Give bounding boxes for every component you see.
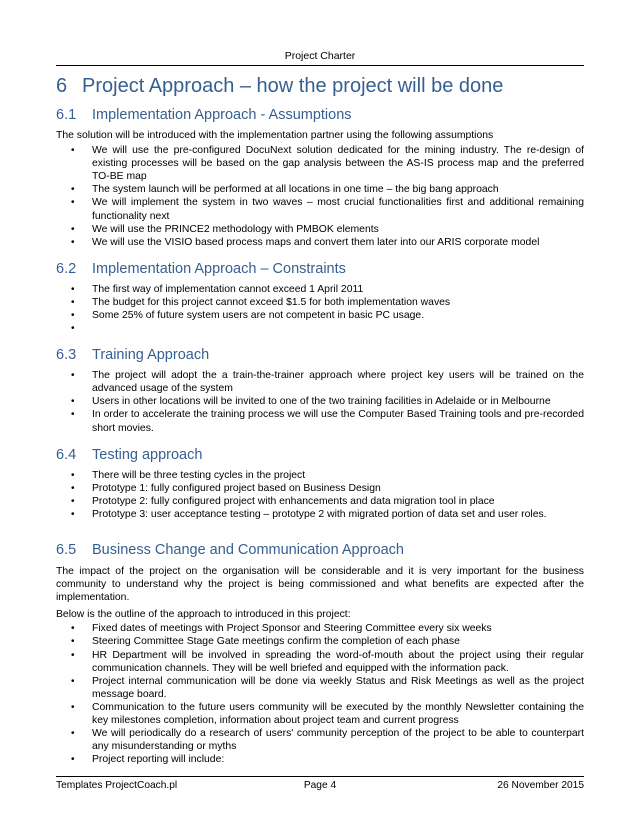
list-item	[56, 322, 584, 335]
bullet-icon: •	[71, 197, 75, 209]
bullet-icon: •	[71, 409, 75, 421]
list-item: • Users in other locations will be invited to one of the two training facilities in Adelaide or in Melbourne	[71, 396, 551, 408]
subsection-heading-6-3	[56, 346, 584, 364]
bullet-icon: •	[71, 675, 75, 687]
subsection-heading-6-2	[56, 260, 584, 278]
page-footer	[56, 776, 584, 794]
list-item: • HR Department will be involved in spreading the word-of-mouth about the project using their regular communication channels. They will be well briefed and equipped with the information pack.	[71, 649, 584, 674]
list-item: • Fixed dates of meetings with Project Sponsor and Steering Committee every six weeks	[71, 623, 492, 635]
bullet-icon: •	[71, 370, 75, 382]
bullet-icon: •	[71, 728, 75, 740]
subsection-number: 6.5	[56, 541, 77, 558]
footer-source: Templates ProjectCoach.pl	[56, 780, 178, 791]
section-title: Project Approach – how the project will be done	[82, 75, 504, 97]
list-item: • The budget for this project cannot exceed $1.5 for both implementation waves	[71, 296, 451, 308]
subsection-number: 6.3	[56, 347, 77, 364]
subsection-title: Implementation Approach - Assumptions	[92, 107, 352, 123]
bullet-icon: •	[71, 754, 75, 766]
subsection-number: 6.2	[56, 260, 77, 277]
bullet-icon: •	[71, 223, 75, 235]
list-item: • We will use the PRINCE2 methodology with PMBOK elements	[71, 223, 379, 235]
subsection-title: Business Change and Communication Approach	[92, 541, 404, 558]
list-item: • The first way of implementation cannot exceed 1 April 2011	[71, 283, 364, 295]
bullet-list	[56, 622, 584, 766]
list-item: • Project reporting will include:	[71, 754, 225, 766]
bullet-icon: •	[71, 145, 75, 157]
bullet-list	[56, 144, 584, 249]
list-item: • We will implement the system in two waves – most crucial functionalities first and additional remaining functionality next	[71, 197, 584, 222]
list-item: • Prototype 3: user acceptance testing – prototype 2 with migrated portion of data set and user roles.	[71, 508, 547, 520]
page-content	[56, 74, 584, 766]
list-item: • Project internal communication will be done via weekly Status and Risk Meetings as well as the project message board.	[71, 675, 584, 700]
bullet-icon: •	[71, 396, 75, 408]
header-divider	[56, 65, 584, 66]
subsection-title: Implementation Approach – Constraints	[92, 260, 346, 277]
bullet-icon: •	[71, 310, 75, 322]
list-item: • Prototype 1: fully configured project based on Business Design	[71, 482, 381, 494]
bullet-icon: •	[71, 283, 75, 295]
section-number: 6	[56, 75, 68, 97]
section-heading	[56, 74, 584, 98]
bullet-list	[56, 369, 584, 434]
subsection-title: Training Approach	[92, 347, 210, 364]
bullet-list	[56, 283, 584, 335]
footer-page-number: Page 4	[303, 780, 337, 791]
bullet-icon: •	[71, 636, 75, 648]
bullet-icon: •	[71, 184, 75, 196]
subsection-number: 6.1	[56, 107, 77, 123]
bullet-icon: •	[71, 649, 75, 661]
list-item: • Some 25% of future system users are not competent in basic PC usage.	[71, 310, 425, 322]
list-item: • In order to accelerate the training process we will use the Computer Based Training tools and pre-recorded short movies.	[71, 409, 584, 434]
subsection-heading-6-4	[56, 446, 584, 464]
bullet-icon: •	[71, 701, 75, 713]
subsection-heading-6-5	[56, 541, 584, 559]
list-item: • The system launch will be performed at all locations in one time – the big bang approach	[71, 184, 499, 196]
list-item: • We will periodically do a research of users' community perception of the project to be able to counterpart any misunderstanding or myths	[71, 728, 584, 753]
list-item: • We will use the pre-configured DocuNext solution dedicated for the mining industry. The re-design of existing processes will be based on the gap analysis between the AS-IS process map and the preferred TO-BE map	[71, 145, 584, 183]
bullet-icon: •	[71, 323, 75, 335]
bullet-icon: •	[71, 236, 75, 248]
list-item: • Prototype 2: fully configured project with enhancements and data migration tool in place	[71, 495, 495, 507]
list-item: • Communication to the future users community will be executed by the monthly Newsletter containing the key milestones completion, information about project team and current progress	[71, 701, 584, 726]
paragraph: The impact of the project on the organisation will be considerable and it is very important for the business community to understand why the project is being commissioned and what benefits are expected after the implementation.	[56, 565, 584, 604]
page-header-title: Project Charter	[284, 50, 356, 62]
bullet-icon: •	[71, 508, 75, 520]
list-item: • We will use the VISIO based process maps and convert them later into our ARIS corporate model	[71, 236, 540, 248]
bullet-icon: •	[71, 469, 75, 481]
bullet-icon: •	[71, 495, 75, 507]
bullet-icon: •	[71, 482, 75, 494]
bullet-icon: •	[71, 623, 75, 635]
subsection-number: 6.4	[56, 446, 77, 463]
paragraph: The solution will be introduced with the implementation partner using the following assumptions	[56, 130, 494, 141]
list-item: • There will be three testing cycles in the project	[71, 469, 306, 481]
bullet-icon: •	[71, 296, 75, 308]
paragraph: Below is the outline of the approach to introduced in this project:	[56, 609, 351, 621]
subsection-title: Testing approach	[92, 446, 203, 463]
footer-date: 26 November 2015	[497, 780, 584, 791]
list-item: • Steering Committee Stage Gate meetings confirm the completion of each phase	[71, 636, 460, 648]
subsection-heading-6-1	[56, 106, 584, 124]
bullet-list	[56, 469, 584, 521]
list-item: • The project will adopt the a train-the-trainer approach where project key users will be trained on the advanced usage of the system	[71, 370, 584, 395]
